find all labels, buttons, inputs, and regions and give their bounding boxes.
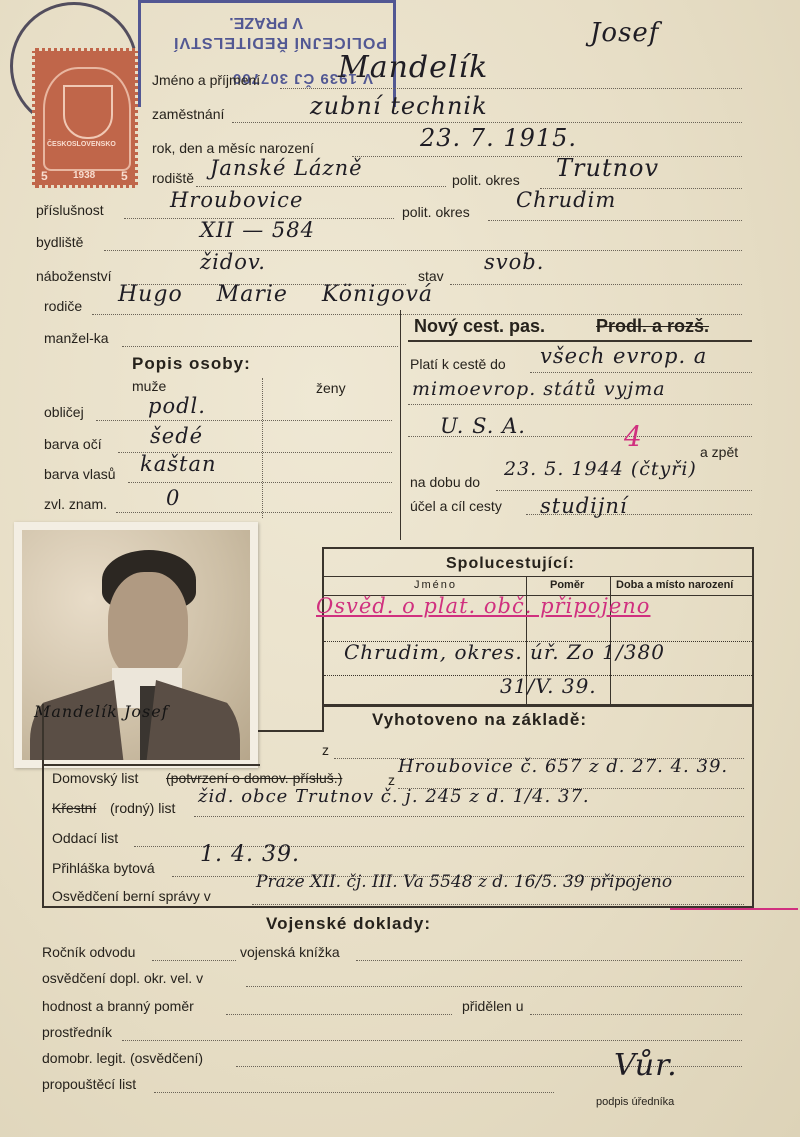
parents-value: Hugo Marie Königová [118, 282, 434, 307]
domovsky-struck: (potvrzení o domov. přísluš.) [166, 770, 343, 786]
pridelen-label: přidělen u [462, 998, 524, 1014]
prihlaska-value: 1. 4. 39. [200, 842, 300, 867]
citizenship-value: Hroubovice [170, 188, 304, 212]
purpose-value: studijní [540, 494, 628, 518]
prihlaska-label: Přihláška bytová [52, 860, 155, 876]
valid-value-1: všech evrop. a [540, 344, 708, 368]
marks-value: 0 [166, 486, 181, 510]
hair-line [128, 482, 392, 483]
basis-box-top-left [44, 764, 260, 766]
birth-date-label: rok, den a měsíc narození [152, 140, 314, 156]
birthplace-label: rodiště [152, 170, 195, 186]
citizenship-district-line [488, 220, 742, 221]
status-label: stav [418, 268, 444, 284]
face-line [96, 420, 392, 421]
revenue-stamp [32, 48, 138, 188]
official-signature: Vůr. [614, 1048, 678, 1083]
prostrednik-label: prostředník [42, 1024, 113, 1040]
hair-label: barva vlasů [44, 466, 116, 482]
domovsky-z: z [388, 772, 395, 788]
birthplace-value: Janské Lázně [210, 156, 363, 180]
hodnost-label: hodnost a branný poměr [42, 998, 194, 1014]
pink-mark: 4 [624, 420, 643, 453]
revenue-stamp-inner [43, 67, 131, 171]
krestni-struck: Křestní [52, 800, 97, 816]
basis-box-left-cut [42, 764, 43, 765]
companions-col-relation: Poměr [550, 579, 585, 591]
passport-renew-title: Prodl. a rozš. [596, 316, 710, 336]
revenue-stamp-value-left: 5 [41, 169, 48, 183]
until-line [496, 490, 752, 491]
basis-title: Vyhotoveno na základě: [372, 710, 588, 729]
birth-district-label: polit. okres [452, 172, 520, 188]
rodny-label: (rodný) list [110, 800, 176, 816]
companions-title: Spolucestující: [446, 555, 575, 572]
hodnost-line [226, 1014, 452, 1015]
name-line [280, 88, 742, 89]
domovsky-value: Hroubovice č. 657 z d. 27. 4. 39. [398, 756, 729, 777]
female-label: ženy [316, 380, 346, 396]
hair-value: kaštan [140, 452, 217, 476]
knizka-label: vojenská knížka [240, 944, 340, 960]
companions-line-3: 31/V. 39. [500, 674, 597, 698]
prostrednik-line [122, 1040, 742, 1041]
occupation-label: zaměstnání [152, 106, 225, 122]
portrait-face [108, 572, 188, 680]
passport-title-rule [408, 340, 752, 342]
basis-z-label: z [322, 742, 329, 758]
eyes-label: barva očí [44, 436, 102, 452]
berni-label: Osvědčení berní správy v [52, 888, 211, 904]
rodny-line [194, 816, 744, 817]
companions-col-birth: Doba a místo narození [616, 579, 734, 591]
description-divider [262, 378, 263, 518]
domovsky-label: Domovský list [52, 770, 139, 786]
religion-label: náboženství [36, 268, 112, 284]
purpose-label: účel a cíl cesty [410, 498, 502, 514]
spouse-line [122, 346, 398, 347]
marks-line [116, 512, 392, 513]
osvedceni-line [246, 986, 742, 987]
oddaci-label: Oddací list [52, 830, 119, 846]
official-label: podpis úředníka [596, 1096, 675, 1108]
police-stamp-date: V 1939 ČJ 307700 [231, 70, 373, 87]
police-stamp-line2: V PRAZE. [229, 14, 303, 31]
residence-value: XII — 584 [200, 218, 315, 242]
parents-label: rodiče [44, 298, 83, 314]
valid-line-1 [530, 372, 752, 373]
spouse-label: manžel-ka [44, 330, 109, 346]
berni-line [252, 904, 744, 905]
birth-date-value: 23. 7. 1915. [420, 124, 578, 152]
birth-date-line [352, 156, 742, 157]
domobr-label: domobr. legit. (osvědčení) [42, 1050, 204, 1066]
rocnik-line [152, 960, 236, 961]
religion-value: židov. [200, 250, 266, 274]
parents-line [92, 314, 742, 315]
until-label: na dobu do [410, 474, 481, 490]
valid-value-2: mimoevrop. států vyjma [412, 378, 666, 400]
name-value: Mandelík [338, 50, 489, 85]
osvedceni-label: osvědčení dopl. okr. vel. v [42, 970, 204, 986]
berni-value: Praze XII. čj. III. Va 5548 z d. 16/5. 39 připojeno [256, 872, 673, 892]
propoustec-line [154, 1092, 554, 1093]
occupation-line [232, 122, 742, 123]
citizenship-district-label: polit. okres [402, 204, 470, 220]
passport-new-title: Nový cest. pas. [414, 316, 546, 336]
revenue-stamp-value-right: 5 [121, 169, 128, 183]
description-title: Popis osoby: [132, 354, 251, 373]
face-label: obličej [44, 404, 84, 420]
rodny-value: žid. obce Trutnov č. j. 245 z d. 1/4. 37. [198, 786, 590, 807]
eyes-value: šedé [150, 424, 204, 448]
police-stamp-line1: POLICEJNÍ ŘEDITELSTVÍ [173, 34, 387, 51]
companions-header-rule [324, 576, 754, 577]
military-title: Vojenské doklady: [266, 914, 432, 933]
companions-line-2: Chrudim, okres. úř. Zo 1/380 [344, 640, 665, 664]
valid-label: Platí k cestě do [410, 356, 506, 372]
pridelen-line [530, 1014, 742, 1015]
companions-line-1: Osvěd. o plat. obč. připojeno [316, 594, 651, 618]
propoustec-label: propouštěcí list [42, 1076, 137, 1092]
face-value: podl. [148, 394, 206, 418]
birth-district-value: Trutnov [556, 154, 660, 182]
photo-signature: Mandelík Josef [34, 702, 169, 721]
first-name-handwritten: Josef [590, 18, 660, 48]
return-label: a zpět [700, 444, 739, 460]
name-label: Jméno a příjmení [152, 72, 261, 88]
residence-label: bydliště [36, 234, 84, 250]
status-line [450, 284, 742, 285]
birthplace-line [196, 186, 446, 187]
passport-box-left [400, 310, 401, 540]
revenue-stamp-year: 1938 [73, 170, 96, 181]
berni-pink-underline [670, 908, 798, 910]
companions-col-name: Jméno [414, 579, 458, 591]
revenue-stamp-country: ČESKOSLOVENSKO [47, 141, 116, 148]
citizenship-label: příslušnost [36, 202, 104, 218]
basis-box-top-right [324, 704, 754, 706]
male-label: muže [132, 378, 167, 394]
citizenship-district-value: Chrudim [516, 188, 617, 212]
status-value: svob. [484, 250, 545, 274]
until-value: 23. 5. 1944 (čtyři) [504, 458, 697, 480]
valid-line-2 [408, 404, 752, 405]
occupation-value: zubní technik [310, 92, 488, 120]
valid-value-3: U. S. A. [440, 414, 526, 438]
knizka-line [356, 960, 742, 961]
lion-emblem-icon [63, 85, 113, 139]
rocnik-label: Ročník odvodu [42, 944, 136, 960]
marks-label: zvl. znam. [44, 496, 108, 512]
